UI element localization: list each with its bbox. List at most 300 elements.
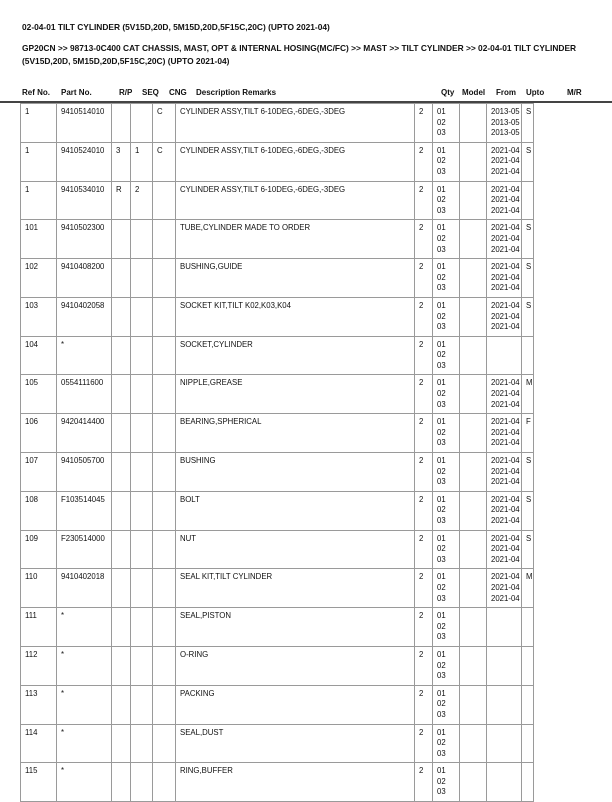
mr-cell: S	[522, 491, 534, 530]
table-row[interactable]	[21, 375, 534, 414]
col-header-cng: CNG	[169, 88, 187, 97]
description-cell: SOCKET KIT,TILT K02,K03,K04	[176, 297, 415, 336]
table-row[interactable]	[21, 336, 534, 375]
upto-cell	[487, 142, 522, 181]
mr-cell: S	[522, 297, 534, 336]
mr-cell: M	[522, 569, 534, 608]
description-cell: O-RING	[176, 646, 415, 685]
model-cell	[433, 259, 460, 298]
rp-cell	[112, 646, 131, 685]
model-value: 03	[437, 360, 446, 370]
seq-cell	[131, 491, 153, 530]
rp-cell	[112, 414, 131, 453]
upto-cell	[487, 104, 522, 143]
ref-cell: 106	[21, 414, 57, 453]
seq-cell	[131, 220, 153, 259]
cng-cell	[153, 297, 176, 336]
model-value: 01	[437, 300, 446, 310]
mr-cell: S	[522, 259, 534, 298]
cng-cell	[153, 569, 176, 608]
model-value: 02	[437, 117, 446, 127]
model-value: 01	[437, 107, 446, 116]
part-no-cell: 9410505700	[57, 453, 112, 492]
description-cell: CYLINDER ASSY,TILT 6-10DEG,-6DEG,-3DEG	[176, 104, 415, 143]
rp-cell	[112, 104, 131, 143]
upto-value: 2021-04	[491, 516, 520, 525]
qty-cell: 2	[415, 763, 433, 802]
model-value: 03	[437, 709, 446, 719]
mr-cell	[522, 724, 534, 763]
cng-cell	[153, 336, 176, 375]
ref-cell: 108	[21, 491, 57, 530]
cng-cell	[153, 491, 176, 530]
model-cell	[433, 453, 460, 492]
part-no-cell: 9410502300	[57, 220, 112, 259]
upto-value: 2021-04	[491, 417, 520, 427]
upto-value: 2021-04	[491, 272, 520, 282]
model-value: 01	[437, 533, 446, 543]
model-cell	[433, 220, 460, 259]
rp-cell	[112, 453, 131, 492]
seq-cell	[131, 259, 153, 298]
qty-cell: 2	[415, 491, 433, 530]
seq-cell	[131, 685, 153, 724]
upto-value: 2021-04	[491, 145, 520, 155]
seq-cell	[131, 763, 153, 802]
table-row[interactable]	[21, 685, 534, 724]
rp-cell	[112, 569, 131, 608]
upto-value: 2021-04	[491, 378, 520, 388]
model-cell	[433, 297, 460, 336]
table-row[interactable]	[21, 646, 534, 685]
model-value: 02	[437, 350, 446, 360]
qty-cell: 2	[415, 104, 433, 143]
model-value: 01	[437, 727, 446, 737]
model-value: 03	[437, 593, 446, 603]
description-cell: BUSHING,GUIDE	[176, 259, 415, 298]
upto-value: 2021-04	[491, 205, 520, 215]
description-cell: SEAL,DUST	[176, 724, 415, 763]
table-row[interactable]	[21, 104, 534, 143]
mr-cell	[522, 646, 534, 685]
seq-cell	[131, 724, 153, 763]
description-cell: BUSHING	[176, 453, 415, 492]
upto-value: 2021-04	[491, 533, 520, 543]
upto-cell	[487, 414, 522, 453]
upto-value: 2021-04	[491, 283, 520, 293]
table-row[interactable]	[21, 414, 534, 453]
upto-value: 2021-04	[491, 156, 520, 166]
model-cell	[433, 375, 460, 414]
seq-cell	[131, 297, 153, 336]
col-header-rp: R/P	[119, 88, 133, 97]
qty-cell: 2	[415, 414, 433, 453]
model-value: 03	[437, 128, 446, 138]
qty-cell: 2	[415, 297, 433, 336]
mr-cell	[522, 608, 534, 647]
from-cell	[460, 181, 487, 220]
from-cell	[460, 375, 487, 414]
upto-value: 2021-04	[491, 554, 520, 564]
ref-cell: 112	[21, 646, 57, 685]
upto-value: 2021-04	[491, 322, 520, 332]
model-value: 03	[437, 516, 446, 525]
upto-cell	[487, 259, 522, 298]
description-cell: TUBE,CYLINDER MADE TO ORDER	[176, 220, 415, 259]
upto-cell	[487, 181, 522, 220]
upto-value: 2021-04	[491, 300, 520, 310]
model-value: 01	[437, 145, 446, 155]
model-value: 01	[437, 611, 446, 621]
mr-cell: M	[522, 375, 534, 414]
page-title: 02-04-01 TILT CYLINDER (5V15D,20D, 5M15D,20D,5F15C,20C) (UPTO 2021-04)	[22, 22, 330, 32]
description-cell: NUT	[176, 530, 415, 569]
upto-cell	[487, 491, 522, 530]
parts-table	[20, 103, 534, 802]
upto-cell	[487, 763, 522, 802]
upto-value: 2021-04	[491, 184, 520, 194]
upto-value: 2021-04	[491, 311, 520, 321]
model-value: 01	[437, 184, 446, 194]
mr-cell: S	[522, 453, 534, 492]
upto-value: 2021-04	[491, 582, 520, 592]
model-value: 01	[437, 223, 446, 233]
seq-cell	[131, 375, 153, 414]
upto-value: 2021-04	[491, 166, 520, 176]
table-row[interactable]	[21, 724, 534, 763]
table-row[interactable]	[21, 530, 534, 569]
seq-cell: 1	[131, 142, 153, 181]
upto-value: 2021-04	[491, 244, 520, 254]
model-cell	[433, 646, 460, 685]
mr-cell: S	[522, 104, 534, 143]
model-value: 02	[437, 156, 446, 166]
rp-cell	[112, 685, 131, 724]
model-value: 02	[437, 582, 446, 592]
part-no-cell: 9410402058	[57, 297, 112, 336]
table-row[interactable]	[21, 491, 534, 530]
upto-value: 2013-05	[491, 107, 520, 116]
part-no-cell: F230514000	[57, 530, 112, 569]
model-cell	[433, 530, 460, 569]
from-cell	[460, 220, 487, 259]
upto-value: 2021-04	[491, 494, 520, 504]
from-cell	[460, 142, 487, 181]
part-no-cell: 9410402018	[57, 569, 112, 608]
from-cell	[460, 685, 487, 724]
ref-cell: 104	[21, 336, 57, 375]
from-cell	[460, 763, 487, 802]
model-value: 03	[437, 166, 446, 176]
table-row[interactable]	[21, 297, 534, 336]
ref-cell: 109	[21, 530, 57, 569]
breadcrumb: GP20CN >> 98713-0C400 CAT CHASSIS, MAST, OPT & INTERNAL HOSING(MC/FC) >> MAST >> TILT CYLINDER >> 02-04-01 TILT CYLINDER (5V15D,20D, 5M15D,20D,5F15C,20C) (UPTO 2021-04)	[22, 43, 577, 66]
col-header-ref: Ref No.	[22, 88, 50, 97]
upto-value: 2021-04	[491, 477, 520, 487]
upto-value: 2021-04	[491, 456, 520, 466]
from-cell	[460, 104, 487, 143]
table-row[interactable]	[21, 569, 534, 608]
upto-value: 2021-04	[491, 399, 520, 409]
cng-cell	[153, 685, 176, 724]
part-no-cell: 0554111600	[57, 375, 112, 414]
rp-cell: R	[112, 181, 131, 220]
qty-cell: 2	[415, 142, 433, 181]
model-value: 01	[437, 262, 446, 272]
mr-cell: F	[522, 414, 534, 453]
ref-cell: 1	[21, 104, 57, 143]
mr-cell	[522, 181, 534, 220]
qty-cell: 2	[415, 569, 433, 608]
cng-cell	[153, 763, 176, 802]
model-value: 02	[437, 466, 446, 476]
upto-cell	[487, 375, 522, 414]
upto-cell	[487, 608, 522, 647]
description-cell: SEAL KIT,TILT CYLINDER	[176, 569, 415, 608]
cng-cell	[153, 375, 176, 414]
rp-cell	[112, 220, 131, 259]
seq-cell	[131, 453, 153, 492]
upto-value: 2021-04	[491, 593, 520, 603]
rp-cell	[112, 336, 131, 375]
ref-cell: 115	[21, 763, 57, 802]
cng-cell	[153, 181, 176, 220]
part-no-cell: *	[57, 685, 112, 724]
col-header-from: From	[496, 88, 516, 97]
qty-cell: 2	[415, 453, 433, 492]
upto-value: 2021-04	[491, 195, 520, 205]
model-cell	[433, 685, 460, 724]
seq-cell: 2	[131, 181, 153, 220]
upto-value: 2013-05	[491, 128, 520, 138]
cng-cell	[153, 220, 176, 259]
model-value: 02	[437, 738, 446, 748]
qty-cell: 2	[415, 530, 433, 569]
model-value: 01	[437, 417, 446, 427]
rp-cell	[112, 375, 131, 414]
qty-cell: 2	[415, 375, 433, 414]
table-row[interactable]	[21, 259, 534, 298]
ref-cell: 113	[21, 685, 57, 724]
model-value: 01	[437, 572, 446, 582]
part-no-cell: 9420414400	[57, 414, 112, 453]
qty-cell: 2	[415, 181, 433, 220]
ref-cell: 103	[21, 297, 57, 336]
from-cell	[460, 336, 487, 375]
from-cell	[460, 724, 487, 763]
model-cell	[433, 104, 460, 143]
model-value: 03	[437, 438, 446, 448]
description-cell: SOCKET,CYLINDER	[176, 336, 415, 375]
upto-cell	[487, 685, 522, 724]
upto-value: 2021-04	[491, 389, 520, 399]
upto-value: 2013-05	[491, 117, 520, 127]
model-value: 03	[437, 554, 446, 564]
cng-cell	[153, 530, 176, 569]
seq-cell	[131, 336, 153, 375]
qty-cell: 2	[415, 259, 433, 298]
rp-cell	[112, 297, 131, 336]
ref-cell: 110	[21, 569, 57, 608]
from-cell	[460, 530, 487, 569]
upto-cell	[487, 453, 522, 492]
part-no-cell: *	[57, 608, 112, 647]
cng-cell	[153, 608, 176, 647]
description-cell: CYLINDER ASSY,TILT 6-10DEG,-6DEG,-3DEG	[176, 181, 415, 220]
model-value: 03	[437, 748, 446, 758]
qty-cell: 2	[415, 646, 433, 685]
seq-cell	[131, 530, 153, 569]
description-cell: BOLT	[176, 491, 415, 530]
model-cell	[433, 414, 460, 453]
description-cell: NIPPLE,GREASE	[176, 375, 415, 414]
table-row[interactable]	[21, 181, 534, 220]
from-cell	[460, 297, 487, 336]
col-header-model: Model	[462, 88, 486, 97]
qty-cell: 2	[415, 608, 433, 647]
part-no-cell: *	[57, 724, 112, 763]
part-no-cell: 9410524010	[57, 142, 112, 181]
description-cell: RING,BUFFER	[176, 763, 415, 802]
rp-cell	[112, 530, 131, 569]
ref-cell: 114	[21, 724, 57, 763]
model-value: 03	[437, 671, 446, 681]
upto-value: 2021-04	[491, 262, 520, 272]
rp-cell	[112, 763, 131, 802]
cng-cell	[153, 259, 176, 298]
mr-cell: S	[522, 142, 534, 181]
model-value: 03	[437, 283, 446, 293]
model-value: 02	[437, 233, 446, 243]
seq-cell	[131, 104, 153, 143]
part-no-cell: 9410408200	[57, 259, 112, 298]
upto-cell	[487, 530, 522, 569]
upto-value: 2021-04	[491, 223, 520, 233]
part-no-cell: *	[57, 763, 112, 802]
part-no-cell: *	[57, 646, 112, 685]
from-cell	[460, 453, 487, 492]
table-header	[0, 88, 612, 100]
mr-cell	[522, 336, 534, 375]
rp-cell	[112, 491, 131, 530]
qty-cell: 2	[415, 220, 433, 259]
model-value: 01	[437, 378, 446, 388]
mr-cell	[522, 685, 534, 724]
from-cell	[460, 414, 487, 453]
ref-cell: 107	[21, 453, 57, 492]
table-row[interactable]	[21, 220, 534, 259]
mr-cell	[522, 763, 534, 802]
col-header-seq: SEQ	[142, 88, 159, 97]
seq-cell	[131, 646, 153, 685]
upto-value: 2021-04	[491, 572, 520, 582]
table-row[interactable]	[21, 453, 534, 492]
table-row[interactable]	[21, 763, 534, 802]
upto-value: 2021-04	[491, 427, 520, 437]
model-value: 02	[437, 195, 446, 205]
model-value: 02	[437, 544, 446, 554]
ref-cell: 102	[21, 259, 57, 298]
upto-value: 2021-04	[491, 438, 520, 448]
col-header-qty: Qty	[441, 88, 455, 97]
model-value: 03	[437, 322, 446, 332]
model-value: 01	[437, 688, 446, 698]
part-no-cell: 9410514010	[57, 104, 112, 143]
description-cell: BEARING,SPHERICAL	[176, 414, 415, 453]
upto-cell	[487, 646, 522, 685]
seq-cell	[131, 608, 153, 647]
model-value: 01	[437, 494, 446, 504]
upto-cell	[487, 336, 522, 375]
cng-cell: C	[153, 104, 176, 143]
rp-cell	[112, 608, 131, 647]
table-row[interactable]	[21, 608, 534, 647]
col-header-mr: M/R	[567, 88, 582, 97]
model-cell	[433, 608, 460, 647]
seq-cell	[131, 414, 153, 453]
cng-cell	[153, 724, 176, 763]
ref-cell: 111	[21, 608, 57, 647]
model-value: 03	[437, 244, 446, 254]
mr-cell: S	[522, 530, 534, 569]
description-cell: CYLINDER ASSY,TILT 6-10DEG,-6DEG,-3DEG	[176, 142, 415, 181]
model-value: 01	[437, 649, 446, 659]
upto-value: 2021-04	[491, 544, 520, 554]
part-no-cell: *	[57, 336, 112, 375]
model-value: 02	[437, 272, 446, 282]
model-value: 02	[437, 621, 446, 631]
qty-cell: 2	[415, 685, 433, 724]
model-value: 02	[437, 505, 446, 515]
upto-cell	[487, 297, 522, 336]
model-value: 02	[437, 776, 446, 786]
model-cell	[433, 724, 460, 763]
description-cell: SEAL,PISTON	[176, 608, 415, 647]
ref-cell: 105	[21, 375, 57, 414]
model-value: 02	[437, 311, 446, 321]
cng-cell	[153, 646, 176, 685]
ref-cell: 1	[21, 142, 57, 181]
upto-value: 2021-04	[491, 505, 520, 515]
table-row[interactable]	[21, 142, 534, 181]
col-header-upto: Upto	[526, 88, 545, 97]
part-no-cell: F103514045	[57, 491, 112, 530]
model-cell	[433, 569, 460, 608]
ref-cell: 101	[21, 220, 57, 259]
model-value: 02	[437, 699, 446, 709]
part-no-cell: 9410534010	[57, 181, 112, 220]
model-cell	[433, 142, 460, 181]
model-value: 03	[437, 787, 446, 797]
model-value: 01	[437, 456, 446, 466]
cng-cell	[153, 414, 176, 453]
ref-cell: 1	[21, 181, 57, 220]
model-cell	[433, 181, 460, 220]
from-cell	[460, 491, 487, 530]
model-value: 03	[437, 205, 446, 215]
model-value: 01	[437, 339, 446, 349]
upto-cell	[487, 724, 522, 763]
upto-value: 2021-04	[491, 233, 520, 243]
cng-cell	[153, 453, 176, 492]
upto-value: 2021-04	[491, 466, 520, 476]
upto-cell	[487, 569, 522, 608]
description-cell: PACKING	[176, 685, 415, 724]
cng-cell: C	[153, 142, 176, 181]
model-cell	[433, 763, 460, 802]
seq-cell	[131, 569, 153, 608]
parts-table-body	[21, 104, 534, 802]
